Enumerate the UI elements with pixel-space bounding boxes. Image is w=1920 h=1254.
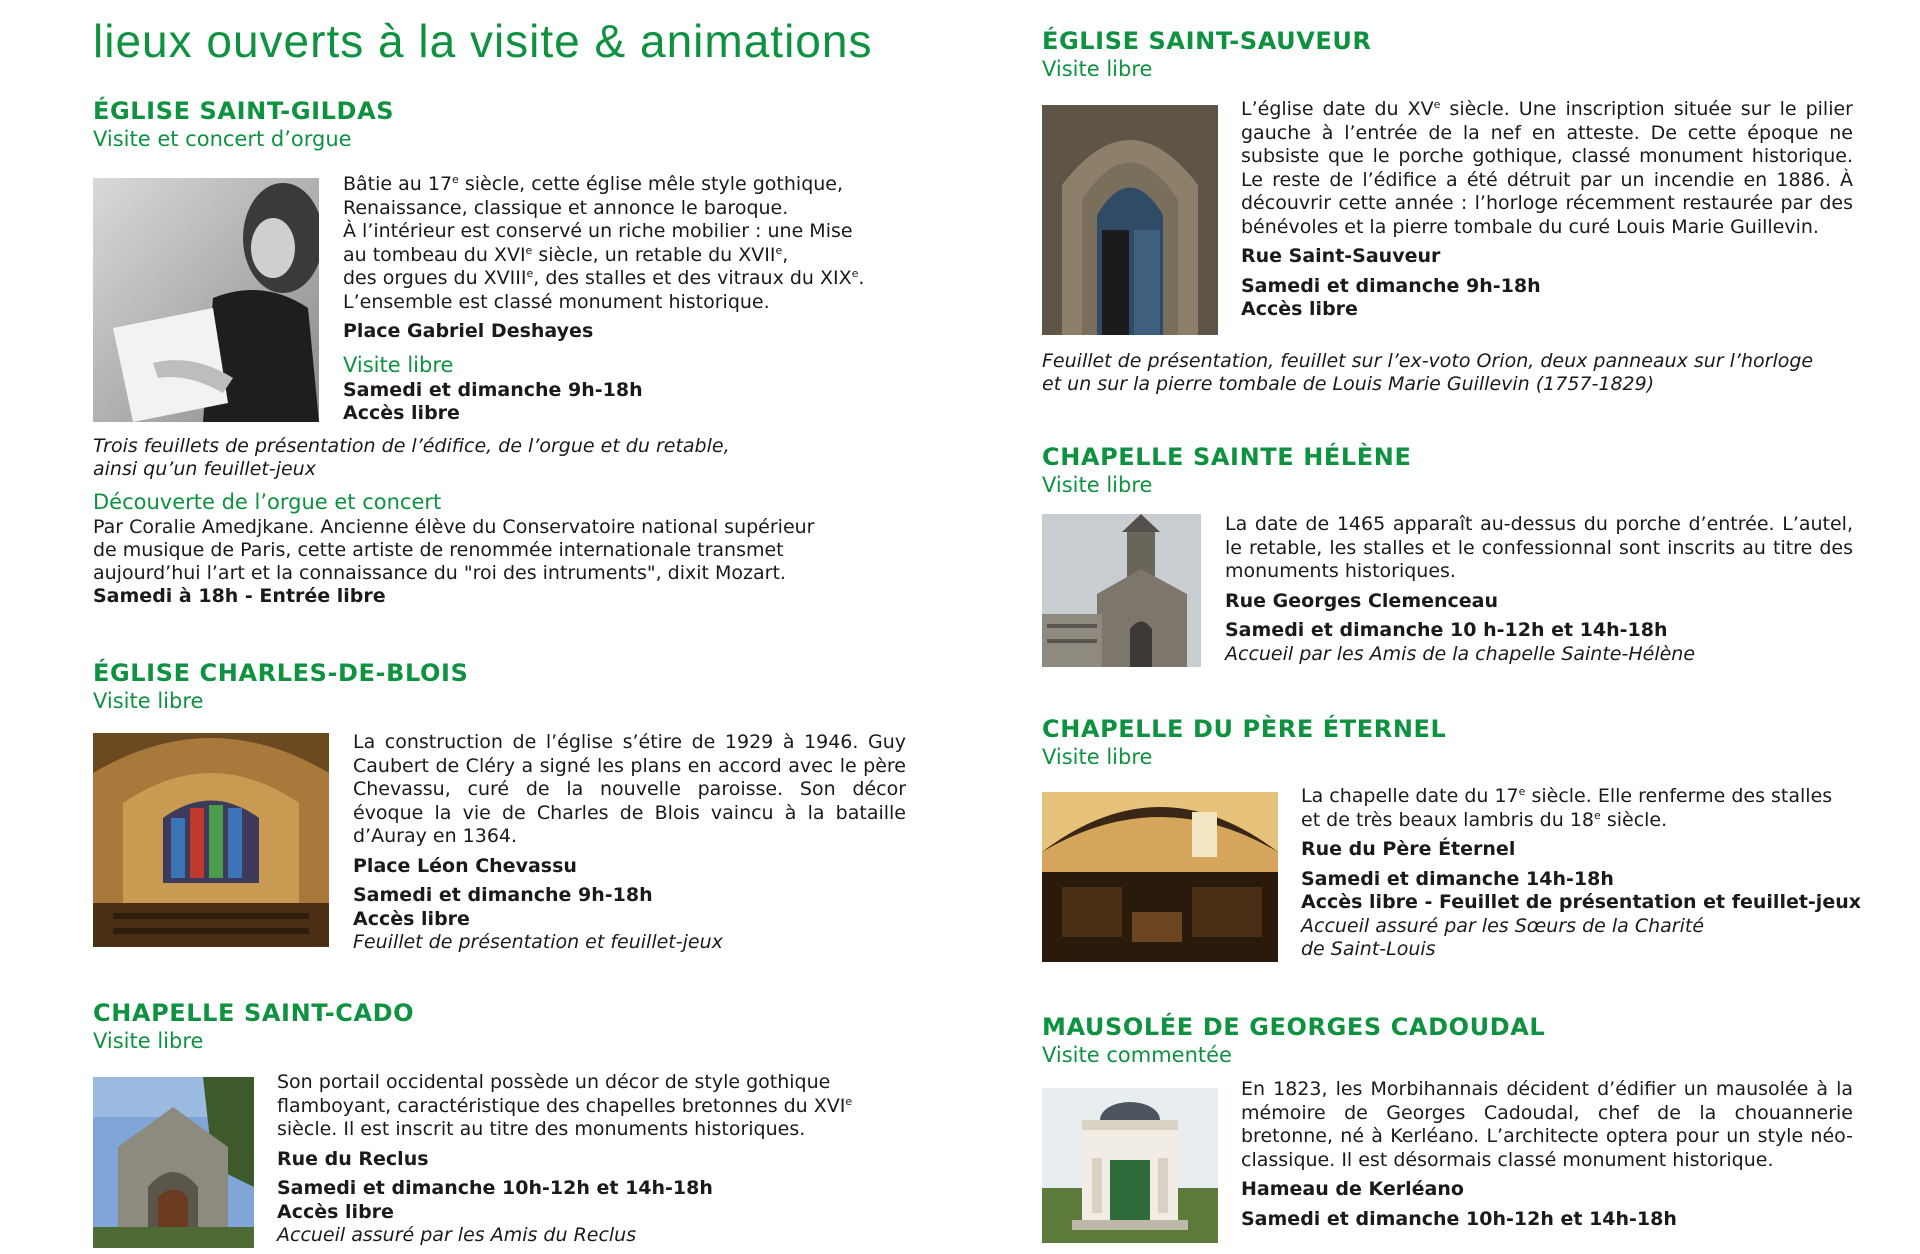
section-sainte-helene	[1042, 442, 1411, 499]
chapel-tower-photo	[1042, 514, 1201, 667]
section-title: CHAPELLE DU PÈRE ÉTERNEL	[1042, 715, 1447, 743]
saint-cado-text	[277, 1071, 917, 1248]
section-subtitle: Visite libre	[1042, 57, 1153, 81]
description-line: des orgues du XVIIIe, des stalles et des vitraux du XIXe.	[343, 267, 865, 289]
note-line: Feuillet de présentation, feuillet sur l’ex-voto Orion, deux panneaux sur l’horloge	[1042, 350, 1814, 372]
schedule: Samedi et dimanche 9h-18h	[343, 378, 643, 401]
note: Feuillet de présentation et feuillet-jeux	[353, 931, 723, 953]
schedule: Samedi et dimanche 9h-18h	[353, 884, 653, 906]
concert-time: Samedi à 18h - Entrée libre	[93, 585, 386, 607]
leaflets-note: ainsi qu’un feuillet-jeux	[93, 458, 316, 480]
section-subtitle: Visite commentée	[1042, 1043, 1232, 1067]
section-subtitle: Visite libre	[1042, 473, 1153, 497]
address: Rue Georges Clemenceau	[1225, 589, 1499, 612]
description-line: au tombeau du XVIe siècle, un retable du XVIIe,	[343, 243, 789, 266]
section-title: ÉGLISE CHARLES-DE-BLOIS	[93, 659, 469, 687]
description-line: Bâtie au 17e siècle, cette église mêle style gothique,	[343, 173, 844, 195]
note-line: et un sur la pierre tombale de Louis Marie Guillevin (1757-1829)	[1042, 373, 1655, 395]
note: Accueil assuré par les Amis du Reclus	[277, 1224, 637, 1246]
pere-eternel-text	[1301, 785, 1861, 962]
description-line: La chapelle date du 17e siècle. Elle renferme des stalles	[1301, 785, 1833, 807]
chapel-photo	[93, 1077, 254, 1248]
church-interior-photo	[93, 733, 329, 947]
section-title: ÉGLISE SAINT-SAUVEUR	[1042, 27, 1372, 55]
charles-de-blois-text	[353, 731, 906, 955]
access: Accès libre - Feuillet de présentation et feuillet-jeux	[1301, 891, 1861, 913]
description-line: L’ensemble est classé monument historique.	[343, 290, 770, 313]
description-line: Son portail occidental possède un décor de style gothique	[277, 1071, 831, 1093]
section-charles-de-blois	[93, 658, 468, 715]
saint-sauveur-text	[1241, 98, 1853, 322]
description: La construction de l’église s’étire de 1929 à 1946. Guy Caubert de Cléry a signé les plans en accord avec le père Chevassu, curé de la nouvelle paroisse. Son décor évoque la vie de Charles de Blois vaincu à la bataille d’Auray en 1364.	[353, 731, 906, 847]
description: L’église date du XVe siècle. Une inscription située sur le pilier gauche à l’entrée de la nef en atteste. De cette époque ne subsiste que le porche gothique, classé monument historique. Le reste de l’édifice a été détruit par un incendie en 1886. À découvrir cette année : l’horloge récemment restaurée par des bénévoles et la pierre tombale du curé Louis Marie Guillevin.	[1241, 98, 1853, 238]
section-pere-eternel	[1042, 714, 1446, 771]
saint-gildas-text	[343, 173, 903, 426]
address: Rue du Père Éternel	[1301, 838, 1516, 860]
section-cadoudal	[1042, 1012, 1545, 1069]
concert-line: Par Coralie Amedjkane. Ancienne élève du Conservatoire national supérieur	[93, 516, 815, 538]
note-line: Accueil assuré par les Sœurs de la Charité	[1301, 914, 1705, 937]
schedule: Samedi et dimanche 10h-12h et 14h-18h	[1241, 1207, 1677, 1230]
section-saint-gildas	[93, 96, 394, 153]
saint-gildas-extra	[93, 435, 913, 608]
chapel-stalls-photo	[1042, 792, 1278, 962]
note-line: de Saint-Louis	[1301, 938, 1436, 960]
description-line: À l’intérieur est conservé un riche mobilier : une Mise	[343, 220, 853, 242]
access: Accès libre	[343, 402, 460, 424]
address: Hameau de Kerléano	[1241, 1178, 1464, 1200]
section-title: CHAPELLE SAINT-CADO	[93, 999, 415, 1027]
description: La date de 1465 apparaît au-dessus du porche d’entrée. L’autel, le retable, les stalles et le confessionnal sont inscrits au titre des monuments historiques.	[1225, 513, 1853, 582]
schedule: Samedi et dimanche 10h-12h et 14h-18h	[277, 1177, 713, 1199]
description-line: et de très beaux lambris du 18e siècle.	[1301, 808, 1668, 831]
address: Rue Saint-Sauveur	[1241, 245, 1441, 267]
description-line: Renaissance, classique et annonce le baroque.	[343, 196, 789, 219]
description: En 1823, les Morbihannais décident d’édifier un mausolée à la mémoire de Georges Cadoudal, chef de la chouannerie bretonne, né à Kerléano. L’architecte optera pour un style néo-classique. Il est désormais classé monument historique.	[1241, 1078, 1853, 1171]
section-title: ÉGLISE SAINT-GILDAS	[93, 97, 395, 125]
visit-label: Visite libre	[343, 352, 454, 377]
schedule: Samedi et dimanche 10 h-12h et 14h-18h	[1225, 619, 1668, 641]
address: Rue du Reclus	[277, 1147, 429, 1170]
mausoleum-photo	[1042, 1088, 1218, 1243]
description-line: flamboyant, caractéristique des chapelles bretonnes du XVIe	[277, 1094, 853, 1117]
section-subtitle: Visite et concert d’orgue	[93, 127, 352, 151]
concert-title: Découverte de l’orgue et concert	[93, 490, 442, 514]
church-portal-photo	[1042, 105, 1218, 335]
section-title: CHAPELLE SAINTE HÉLÈNE	[1042, 443, 1412, 471]
access: Accès libre	[1241, 298, 1358, 320]
concert-line: de musique de Paris, cette artiste de renommée internationale transmet	[93, 539, 784, 561]
section-saint-cado	[93, 998, 414, 1055]
section-subtitle: Visite libre	[1042, 745, 1153, 769]
access: Accès libre	[353, 907, 470, 930]
schedule: Samedi et dimanche 9h-18h	[1241, 274, 1541, 297]
concert-line: aujourd’hui l’art et la connaissance du "roi des intruments", dixit Mozart.	[93, 562, 786, 584]
leaflets-note: Trois feuillets de présentation de l’édifice, de l’orgue et du retable,	[93, 435, 730, 457]
address: Place Gabriel Deshayes	[343, 320, 594, 342]
description-line: siècle. Il est inscrit au titre des monuments historiques.	[277, 1118, 806, 1140]
sainte-helene-text	[1225, 513, 1853, 666]
schedule: Samedi et dimanche 14h-18h	[1301, 867, 1614, 890]
section-subtitle: Visite libre	[93, 1029, 204, 1053]
access: Accès libre	[277, 1200, 394, 1223]
section-title: MAUSOLÉE DE GEORGES CADOUDAL	[1042, 1013, 1546, 1041]
section-saint-sauveur	[1042, 26, 1372, 83]
organist-photo	[93, 178, 319, 422]
note: Accueil par les Amis de la chapelle Sainte-Hélène	[1225, 642, 1696, 665]
section-subtitle: Visite libre	[93, 689, 204, 713]
saint-sauveur-extra	[1042, 350, 1872, 396]
cadoudal-text	[1241, 1078, 1853, 1231]
page-title: lieux ouverts à la visite & animations	[93, 15, 873, 67]
address: Place Léon Chevassu	[353, 854, 577, 877]
